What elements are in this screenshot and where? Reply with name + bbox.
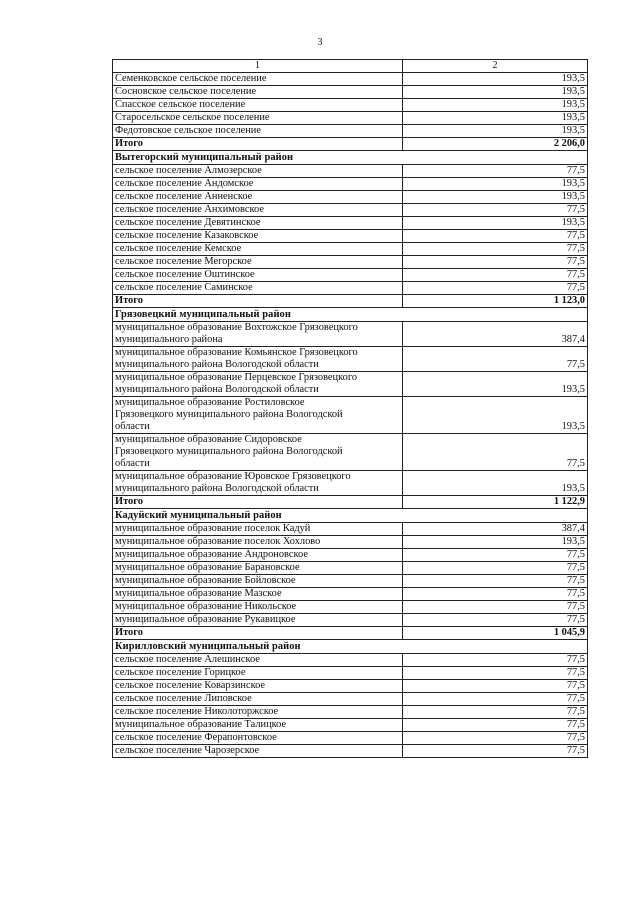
amount-cell: 77,5	[403, 667, 588, 680]
settlement-name-line: муниципального района Вологодской области	[115, 384, 319, 395]
page-number: 3	[317, 37, 323, 48]
settlement-name-line: муниципальное образование Вохтожское Грязовецкого	[115, 322, 358, 333]
settlement-name: сельское поселение Алешинское	[113, 654, 403, 667]
amount-cell: 387,4	[403, 322, 588, 347]
settlement-row	[113, 230, 588, 243]
amount-cell: 193,5	[403, 99, 588, 112]
settlement-name-line: муниципальное образование Ростиловское	[115, 397, 305, 408]
settlement-name: муниципальное образование Рукавицкое	[113, 614, 403, 627]
amount-cell: 193,5	[403, 112, 588, 125]
column-header-1: 1	[113, 60, 403, 73]
settlement-row	[113, 178, 588, 191]
district-header-row	[113, 640, 588, 654]
settlement-row	[113, 471, 588, 496]
amount-cell: 77,5	[403, 575, 588, 588]
amount-cell: 193,5	[403, 125, 588, 138]
amount-cell: 77,5	[403, 588, 588, 601]
settlement-row	[113, 73, 588, 86]
settlement-row	[113, 347, 588, 372]
settlement-name: сельское поселение Горицкое	[113, 667, 403, 680]
settlement-name: Старосельское сельское поселение	[113, 112, 403, 125]
total-label: Итого	[113, 627, 403, 640]
amount-cell: 193,5	[403, 536, 588, 549]
amount-cell: 77,5	[403, 434, 588, 471]
amount-cell: 77,5	[403, 230, 588, 243]
district-name: Грязовецкий муниципальный район	[113, 308, 588, 322]
settlement-name: сельское поселение Ферапонтовское	[113, 732, 403, 745]
amount-cell: 193,5	[403, 178, 588, 191]
settlement-row	[113, 269, 588, 282]
settlement-name: муниципальное образование поселок Хохлово	[113, 536, 403, 549]
settlement-row	[113, 99, 588, 112]
settlement-name: сельское поселение Коварзинское	[113, 680, 403, 693]
settlement-name: сельское поселение Анненское	[113, 191, 403, 204]
settlement-row	[113, 680, 588, 693]
district-header-row	[113, 151, 588, 165]
amount-cell: 193,5	[403, 471, 588, 496]
settlement-name: сельское поселение Оштинское	[113, 269, 403, 282]
settlement-name: сельское поселение Мегорское	[113, 256, 403, 269]
settlement-name: сельское поселение Казаковское	[113, 230, 403, 243]
settlement-row	[113, 165, 588, 178]
total-row	[113, 627, 588, 640]
settlement-row	[113, 745, 588, 758]
settlement-name-line: муниципальное образование Сидоровское	[115, 434, 302, 445]
settlement-name: муниципальное образование Андроновское	[113, 549, 403, 562]
settlement-name	[113, 322, 403, 347]
settlement-row	[113, 243, 588, 256]
settlement-name	[113, 372, 403, 397]
settlement-name: сельское поселение Чарозерское	[113, 745, 403, 758]
amount-cell: 387,4	[403, 523, 588, 536]
total-label: Итого	[113, 496, 403, 509]
amount-cell: 77,5	[403, 204, 588, 217]
settlement-row	[113, 614, 588, 627]
settlement-row	[113, 125, 588, 138]
total-amount: 1 122,9	[403, 496, 588, 509]
settlement-row	[113, 204, 588, 217]
table-body	[113, 60, 588, 758]
total-label: Итого	[113, 295, 403, 308]
settlement-name	[113, 397, 403, 434]
settlement-name: муниципальное образование Бойловское	[113, 575, 403, 588]
district-name: Кирилловский муниципальный район	[113, 640, 588, 654]
district-header-row	[113, 509, 588, 523]
settlement-name: сельское поселение Алмозерское	[113, 165, 403, 178]
settlement-row	[113, 372, 588, 397]
settlement-row	[113, 562, 588, 575]
amount-cell: 77,5	[403, 165, 588, 178]
amount-cell: 77,5	[403, 732, 588, 745]
settlement-row	[113, 601, 588, 614]
settlement-name: сельское поселение Кемское	[113, 243, 403, 256]
settlement-name: сельское поселение Саминское	[113, 282, 403, 295]
settlement-row	[113, 667, 588, 680]
settlement-row	[113, 719, 588, 732]
settlement-name: сельское поселение Андомское	[113, 178, 403, 191]
amount-cell: 193,5	[403, 372, 588, 397]
total-label: Итого	[113, 138, 403, 151]
settlement-name-line: Грязовецкого муниципального района Вологодской	[115, 446, 343, 457]
settlement-row	[113, 654, 588, 667]
settlement-row	[113, 434, 588, 471]
settlement-name-line: муниципального района Вологодской области	[115, 483, 319, 494]
total-row	[113, 496, 588, 509]
settlement-row	[113, 693, 588, 706]
settlement-name-line: муниципальное образование Юровское Грязовецкого	[115, 471, 351, 482]
amount-cell: 77,5	[403, 282, 588, 295]
settlement-row	[113, 191, 588, 204]
settlement-name-line: области	[115, 458, 150, 469]
amount-cell: 77,5	[403, 347, 588, 372]
allocation-table	[112, 59, 588, 758]
settlement-row	[113, 536, 588, 549]
settlement-name: Семенковское сельское поселение	[113, 73, 403, 86]
settlement-name: сельское поселение Девятинское	[113, 217, 403, 230]
settlement-row	[113, 217, 588, 230]
settlement-name: сельское поселение Анхимовское	[113, 204, 403, 217]
total-amount: 1 045,9	[403, 627, 588, 640]
total-row	[113, 138, 588, 151]
column-header-2: 2	[403, 60, 588, 73]
amount-cell: 77,5	[403, 706, 588, 719]
settlement-name: муниципальное образование Барановское	[113, 562, 403, 575]
amount-cell: 77,5	[403, 256, 588, 269]
settlement-row	[113, 256, 588, 269]
settlement-row	[113, 706, 588, 719]
amount-cell: 77,5	[403, 269, 588, 282]
settlement-name: муниципальное образование Мазское	[113, 588, 403, 601]
total-amount: 1 123,0	[403, 295, 588, 308]
amount-cell: 77,5	[403, 549, 588, 562]
settlement-name: Спасское сельское поселение	[113, 99, 403, 112]
settlement-row	[113, 588, 588, 601]
settlement-row	[113, 322, 588, 347]
settlement-row	[113, 282, 588, 295]
settlement-name: муниципальное образование Талицкое	[113, 719, 403, 732]
amount-cell: 77,5	[403, 680, 588, 693]
district-name: Вытегорский муниципальный район	[113, 151, 588, 165]
settlement-row	[113, 112, 588, 125]
settlement-name	[113, 434, 403, 471]
district-name: Кадуйский муниципальный район	[113, 509, 588, 523]
amount-cell: 77,5	[403, 693, 588, 706]
amount-cell: 77,5	[403, 654, 588, 667]
amount-cell: 77,5	[403, 614, 588, 627]
settlement-name-line: муниципального района	[115, 334, 223, 345]
total-amount: 2 206,0	[403, 138, 588, 151]
settlement-name-line: муниципального района Вологодской области	[115, 359, 319, 370]
settlement-row	[113, 732, 588, 745]
amount-cell: 77,5	[403, 719, 588, 732]
amount-cell: 193,5	[403, 86, 588, 99]
settlement-row	[113, 86, 588, 99]
table-header-row	[113, 60, 588, 73]
settlement-name: Сосновское сельское поселение	[113, 86, 403, 99]
settlement-row	[113, 523, 588, 536]
amount-cell: 77,5	[403, 601, 588, 614]
settlement-name: сельское поселение Николоторжское	[113, 706, 403, 719]
settlement-row	[113, 397, 588, 434]
settlement-name	[113, 471, 403, 496]
total-row	[113, 295, 588, 308]
settlement-row	[113, 575, 588, 588]
amount-cell: 77,5	[403, 745, 588, 758]
settlement-name: сельское поселение Липовское	[113, 693, 403, 706]
amount-cell: 193,5	[403, 217, 588, 230]
settlement-name-line: муниципальное образование Перцевское Грязовецкого	[115, 372, 358, 383]
settlement-name-line: области	[115, 421, 150, 432]
settlement-row	[113, 549, 588, 562]
amount-cell: 193,5	[403, 73, 588, 86]
settlement-name-line: муниципальное образование Комьянское Грязовецкого	[115, 347, 358, 358]
district-header-row	[113, 308, 588, 322]
settlement-name: муниципальное образование Никольское	[113, 601, 403, 614]
settlement-name: муниципальное образование поселок Кадуй	[113, 523, 403, 536]
settlement-name-line: Грязовецкого муниципального района Вологодской	[115, 409, 343, 420]
amount-cell: 193,5	[403, 191, 588, 204]
settlement-name: Федотовское сельское поселение	[113, 125, 403, 138]
amount-cell: 77,5	[403, 243, 588, 256]
amount-cell: 77,5	[403, 562, 588, 575]
amount-cell: 193,5	[403, 397, 588, 434]
settlement-name	[113, 347, 403, 372]
